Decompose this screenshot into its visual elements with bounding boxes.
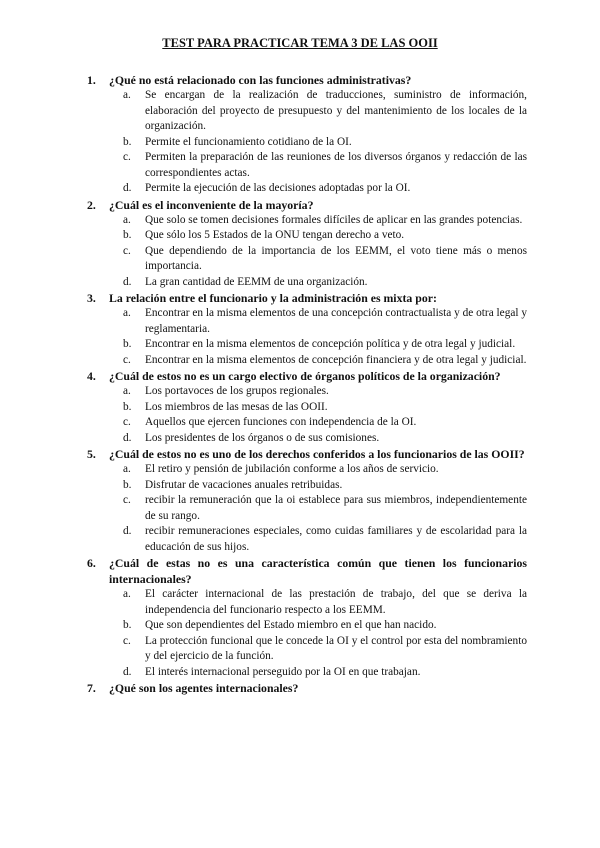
- option-c: [87, 415, 527, 431]
- option-text: Encontrar en la misma elementos de concepción financiera y de otra legal y judicial.: [145, 353, 527, 366]
- option-text: Aquellos que ejercen funciones con independencia de la OI.: [145, 416, 417, 428]
- question-text: La relación entre el funcionario y la administración es mixta por:: [109, 291, 437, 305]
- option-a: [87, 213, 527, 229]
- option-letter: b.: [123, 619, 132, 631]
- option-d: [87, 431, 527, 447]
- options-list: [87, 587, 527, 680]
- option-letter: c.: [123, 244, 131, 257]
- question-header: [87, 368, 527, 384]
- option-text: Los miembros de las mesas de las OOII.: [145, 400, 328, 413]
- question-text: ¿Cuál es el inconveniente de la mayoría?: [109, 197, 314, 212]
- option-text: Se encargan de la realización de traducciones, suministro de información, elaboración del proyecto de presupuesto y del mantenimiento de los locales de la organización.: [145, 89, 527, 132]
- option-letter: a.: [123, 385, 131, 397]
- option-letter: d.: [123, 665, 132, 678]
- option-d: [87, 524, 527, 555]
- question-header: [87, 680, 527, 696]
- option-letter: c.: [123, 151, 131, 163]
- question-text: ¿Qué no está relacionado con las funciones administrativas?: [109, 73, 412, 87]
- option-d: [87, 665, 527, 681]
- question-number: 2.: [87, 197, 96, 212]
- option-letter: a.: [123, 213, 131, 226]
- question-3: [87, 290, 527, 368]
- option-text: Encontrar en la misma elementos de una concepción contractualista y de otra legal y reglamentaria.: [145, 307, 527, 335]
- question-header: [87, 555, 527, 587]
- option-text: La protección funcional que le concede la OI y el control por esta del nombramiento y del ejercicio de la función.: [145, 634, 527, 662]
- option-text: Disfrutar de vacaciones anuales retribuidas.: [145, 478, 343, 491]
- option-c: [87, 150, 527, 181]
- question-7: [87, 680, 527, 696]
- question-number: 6.: [87, 556, 96, 570]
- question-text: ¿Cuál de estas no es una característica común que tienen los funcionarios internacionales?: [109, 556, 527, 586]
- option-c: [87, 244, 527, 275]
- option-text: Permiten la preparación de las reuniones de los diversos órganos y redacción de las correspondientes actas.: [145, 151, 527, 179]
- question-text: ¿Cuál de estos no es uno de los derechos conferidos a los funcionarios de las OOII?: [109, 447, 525, 461]
- option-letter: d.: [123, 431, 132, 444]
- questions-list: [87, 72, 527, 696]
- option-c: [87, 493, 527, 524]
- question-text: ¿Qué son los agentes internacionales?: [109, 681, 299, 695]
- option-text: Que sólo los 5 Estados de la ONU tengan derecho a veto.: [145, 229, 405, 241]
- question-header: [87, 290, 527, 306]
- option-a: [87, 384, 527, 400]
- question-number: 5.: [87, 447, 96, 461]
- option-letter: b.: [123, 400, 132, 413]
- option-text: recibir remuneraciones especiales, como cuidas familiares y de escolaridad para la educación de sus hijos.: [145, 525, 527, 553]
- option-text: La gran cantidad de EEMM de una organización.: [145, 275, 368, 288]
- options-list: [87, 88, 527, 197]
- option-c: [87, 634, 527, 665]
- question-5: [87, 446, 527, 555]
- option-text: recibir la remuneración que la oi establece para sus miembros, independientemente de su rango.: [145, 494, 527, 522]
- option-a: [87, 306, 527, 337]
- option-text: Que dependiendo de la importancia de los EEMM, el voto tiene más o menos importancia.: [145, 244, 527, 272]
- option-text: Que solo se tomen decisiones formales difíciles de aplicar en las grandes potencias.: [145, 213, 523, 226]
- question-text: ¿Cuál de estos no es un cargo electivo de órganos políticos de la organización?: [109, 369, 501, 383]
- option-b: [87, 400, 527, 416]
- option-b: [87, 478, 527, 494]
- option-text: Que son dependientes del Estado miembro en el que han nacido.: [145, 619, 437, 631]
- question-header: [87, 72, 527, 88]
- option-letter: b.: [123, 478, 132, 491]
- option-a: [87, 587, 527, 618]
- option-letter: d.: [123, 275, 132, 288]
- option-text: El retiro y pensión de jubilación conforme a los años de servicio.: [145, 463, 439, 475]
- option-letter: b.: [123, 338, 132, 350]
- option-letter: c.: [123, 353, 131, 366]
- question-number: 7.: [87, 681, 96, 695]
- question-6: [87, 555, 527, 680]
- options-list: [87, 213, 527, 291]
- option-text: Los presidentes de los órganos o de sus comisiones.: [145, 431, 380, 444]
- option-letter: a.: [123, 463, 131, 475]
- question-header: [87, 446, 527, 462]
- option-letter: a.: [123, 307, 131, 319]
- option-text: Encontrar en la misma elementos de concepción política y de otra legal y judicial.: [145, 338, 516, 350]
- question-4: [87, 368, 527, 446]
- question-1: [87, 72, 527, 197]
- question-number: 4.: [87, 369, 96, 383]
- option-d: [87, 275, 527, 291]
- option-letter: c.: [123, 494, 131, 506]
- option-c: [87, 353, 527, 369]
- question-2: [87, 197, 527, 291]
- question-number: 1.: [87, 73, 96, 87]
- options-list: [87, 306, 527, 368]
- option-b: [87, 618, 527, 634]
- option-b: [87, 337, 527, 353]
- option-letter: b.: [123, 135, 132, 148]
- option-letter: b.: [123, 229, 132, 241]
- options-list: [87, 384, 527, 446]
- question-header: [87, 197, 527, 213]
- option-b: [87, 135, 527, 151]
- option-letter: c.: [123, 634, 131, 647]
- option-a: [87, 88, 527, 135]
- option-text: El carácter internacional de las prestación de trabajo, del que se deriva la independencia del funcionario respecto a los EEMM.: [145, 588, 527, 616]
- option-letter: d.: [123, 182, 132, 194]
- option-text: Permite el funcionamiento cotidiano de la OI.: [145, 135, 352, 148]
- option-b: [87, 228, 527, 244]
- option-text: Permite la ejecución de las decisiones adoptadas por la OI.: [145, 182, 411, 194]
- option-d: [87, 181, 527, 197]
- option-letter: c.: [123, 416, 131, 428]
- option-a: [87, 462, 527, 478]
- question-number: 3.: [87, 291, 96, 305]
- option-text: El interés internacional perseguido por la OI en que trabajan.: [145, 665, 421, 678]
- document-title: TEST PARA PRACTICAR TEMA 3 DE LAS OOII: [162, 36, 438, 50]
- option-text: Los portavoces de los grupos regionales.: [145, 385, 329, 397]
- option-letter: a.: [123, 588, 131, 600]
- options-list: [87, 462, 527, 555]
- option-letter: d.: [123, 525, 132, 537]
- option-letter: a.: [123, 89, 131, 101]
